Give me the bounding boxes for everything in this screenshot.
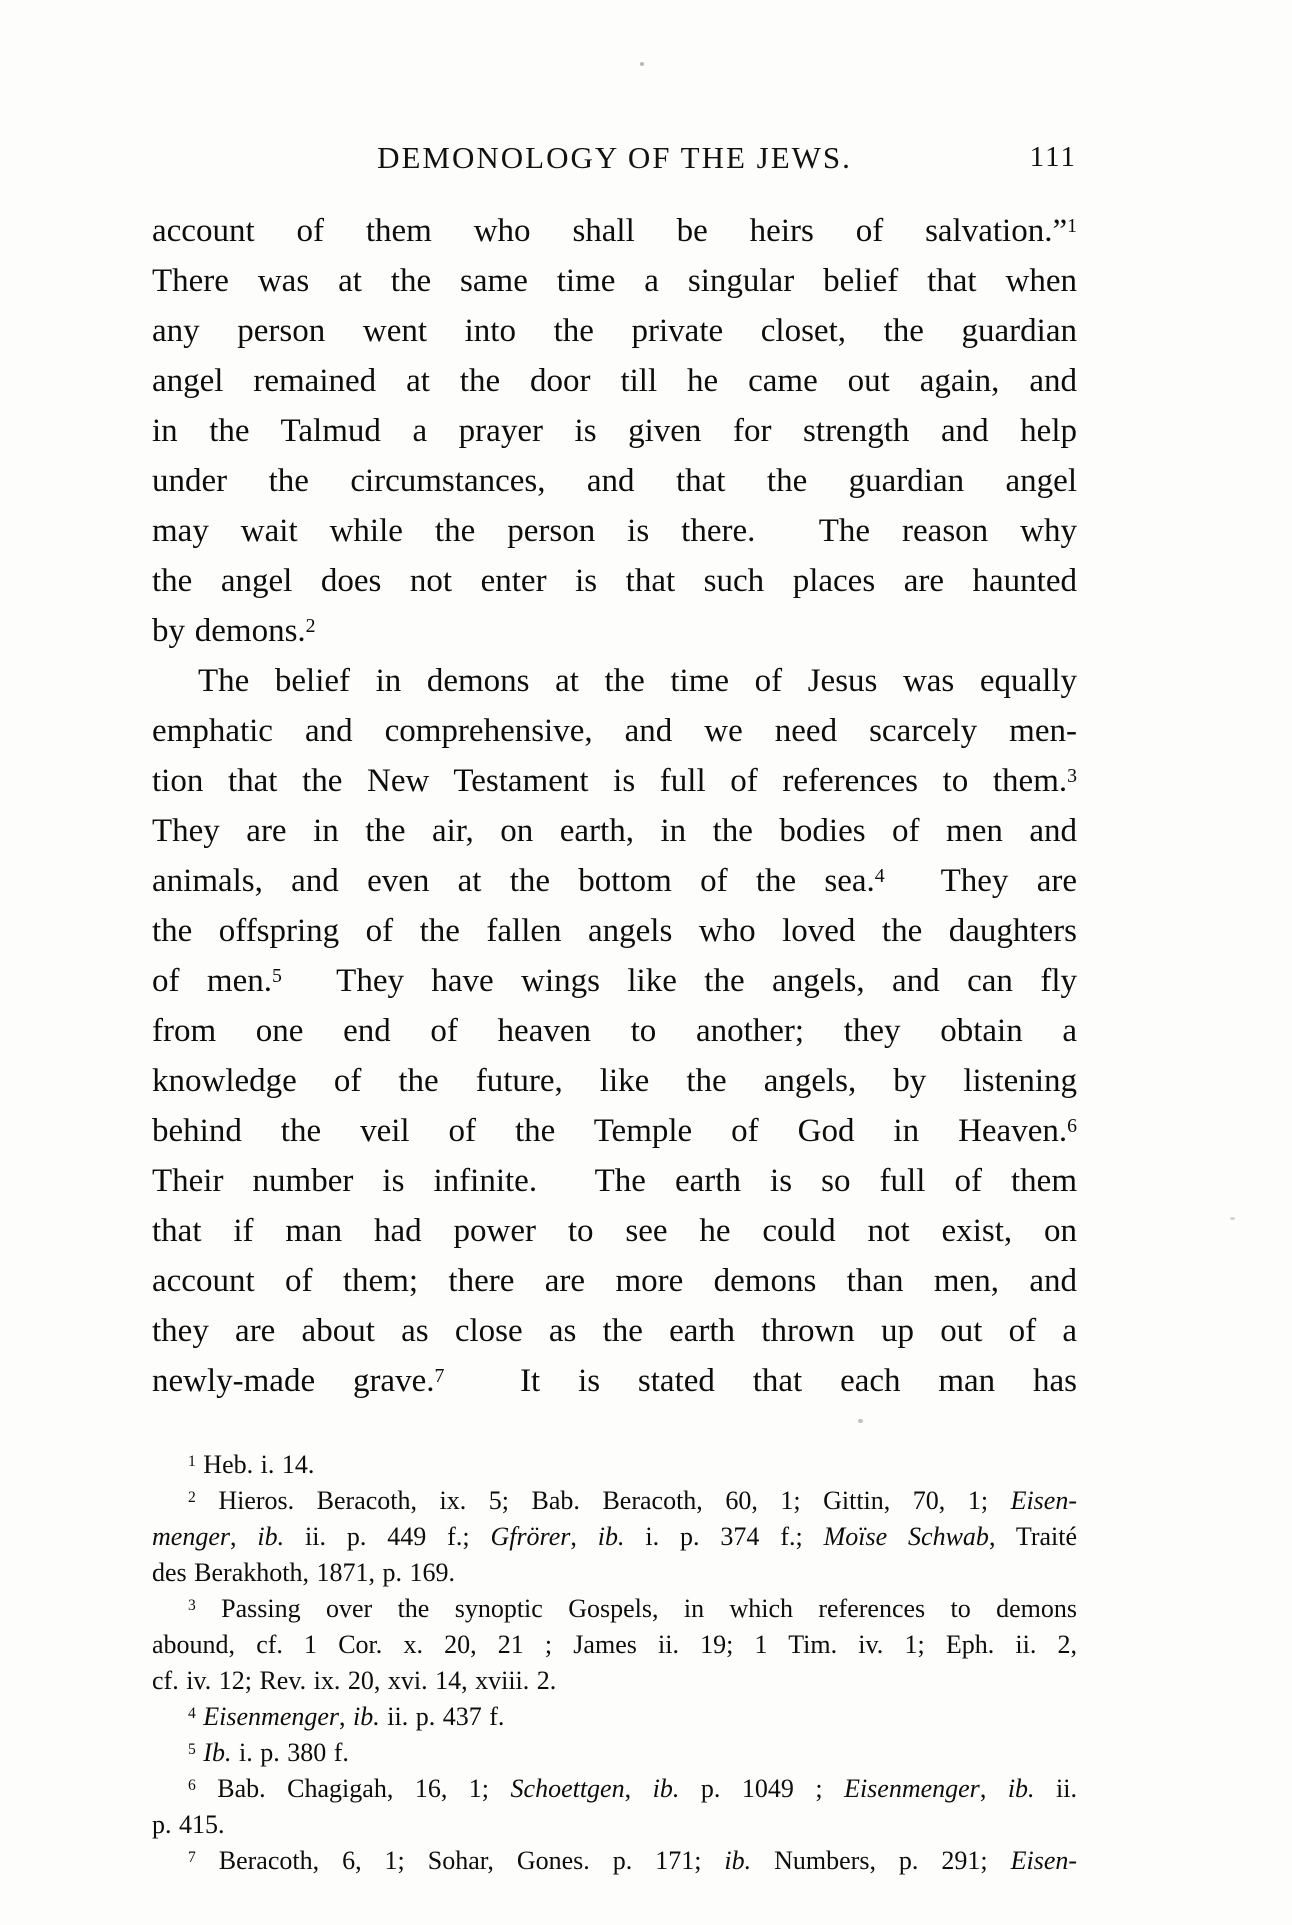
text-line: of men.$^5$ They have wings like the angels, and can fly: [152, 963, 1077, 999]
text-line: the offspring of the fallen angels who loved the daughters: [152, 913, 1077, 949]
text-line: in the Talmud a prayer is given for strength and help: [152, 413, 1077, 449]
footnote-marker: 4: [874, 864, 885, 887]
text-line: from one end of heaven to another; they obtain a: [152, 1013, 1077, 1049]
footnote-marker: 3: [188, 1596, 196, 1614]
text-line: The belief in demons at the time of Jesus was equally: [198, 663, 1077, 699]
text-line: may wait while the person is there. The reason why: [152, 513, 1077, 549]
scan-speck: [640, 62, 644, 66]
text-line: that if man had power to see he could not exist, on: [152, 1213, 1077, 1249]
text-line: tion that the New Testament is full of references to them.$^3$: [152, 763, 1077, 799]
footnote-line: $^2$ Hieros. Beracoth, ix. 5; Bab. Beracoth, 60, 1; Gittin, 70, 1; Eisen-: [188, 1486, 1077, 1515]
footnote-line: $^5$ Ib. i. p. 380 f.: [188, 1738, 349, 1767]
footnote-marker: 7: [434, 1364, 445, 1387]
text-line: angel remained at the door till he came out again, and: [152, 363, 1077, 399]
footnote-line: p. 415.: [152, 1810, 225, 1839]
footnote-marker: 1: [188, 1452, 196, 1470]
footnote-line: abound, cf. 1 Cor. x. 20, 21 ; James ii. 19; 1 Tim. iv. 1; Eph. ii. 2,: [152, 1630, 1077, 1659]
text-line: any person went into the private closet, the guardian: [152, 313, 1077, 349]
footnote-line: $^6$ Bab. Chagigah, 16, 1; Schoettgen, ib. p. 1049 ; Eisenmenger, ib. ii.: [188, 1774, 1077, 1803]
text-line: they are about as close as the earth thrown up out of a: [152, 1313, 1077, 1349]
page-number: 111: [1029, 141, 1077, 173]
body-text: [152, 206, 1077, 1406]
footnote-line: menger, ib. ii. p. 449 f.; Gfrörer, ib. i. p. 374 f.; Moïse Schwab, Traité: [152, 1522, 1077, 1551]
text-line: account of them; there are more demons than men, and: [152, 1263, 1077, 1299]
footnote-line: $^4$ Eisenmenger, ib. ii. p. 437 f.: [188, 1702, 505, 1731]
footnote-marker: 7: [188, 1848, 196, 1866]
page-header: [152, 140, 1077, 184]
text-line: under the circumstances, and that the guardian angel: [152, 463, 1077, 499]
footnote-marker: 6: [1067, 1114, 1077, 1137]
text-line: behind the veil of the Temple of God in Heaven.$^6$: [152, 1113, 1077, 1149]
text-line: Their number is infinite. The earth is so full of them: [152, 1163, 1077, 1199]
footnote-line: des Berakhoth, 1871, p. 169.: [152, 1558, 455, 1587]
footnote-line: $^1$ Heb. i. 14.: [188, 1450, 315, 1479]
text-line: emphatic and comprehensive, and we need scarcely men-: [152, 713, 1077, 749]
footnotes: [152, 1447, 1077, 1879]
scan-speck: [858, 1419, 863, 1423]
text-line: animals, and even at the bottom of the sea.$^4$ They are: [152, 863, 1077, 899]
footnote-line: cf. iv. 12; Rev. ix. 20, xvi. 14, xviii. 2.: [152, 1666, 557, 1695]
text-line: by demons.$^2$: [152, 613, 316, 649]
text-line: account of them who shall be heirs of salvation.”$^1$: [152, 213, 1077, 249]
footnote-marker: 1: [1067, 214, 1077, 237]
text-line: knowledge of the future, like the angels, by listening: [152, 1063, 1077, 1099]
scan-speck: [1230, 1217, 1235, 1220]
footnote-marker: 2: [305, 614, 316, 637]
footnote-marker: 2: [188, 1488, 196, 1506]
text-line: There was at the same time a singular belief that when: [152, 263, 1077, 299]
text-line: the angel does not enter is that such places are haunted: [152, 563, 1077, 599]
footnote-line: $^3$ Passing over the synoptic Gospels, in which references to demons: [188, 1594, 1077, 1623]
footnote-marker: 4: [188, 1704, 196, 1722]
footnote-line: $^7$ Beracoth, 6, 1; Sohar, Gones. p. 171; ib. Numbers, p. 291; Eisen-: [188, 1846, 1077, 1875]
footnote-marker: 5: [188, 1740, 196, 1758]
text-line: newly-made grave.$^7$ It is stated that each man has: [152, 1363, 1077, 1399]
footnote-marker: 5: [272, 964, 282, 987]
footnote-marker: 6: [188, 1776, 196, 1794]
running-title: DEMONOLOGY OF THE JEWS.: [377, 140, 852, 175]
text-line: They are in the air, on earth, in the bodies of men and: [152, 813, 1077, 849]
footnote-marker: 3: [1067, 764, 1077, 787]
